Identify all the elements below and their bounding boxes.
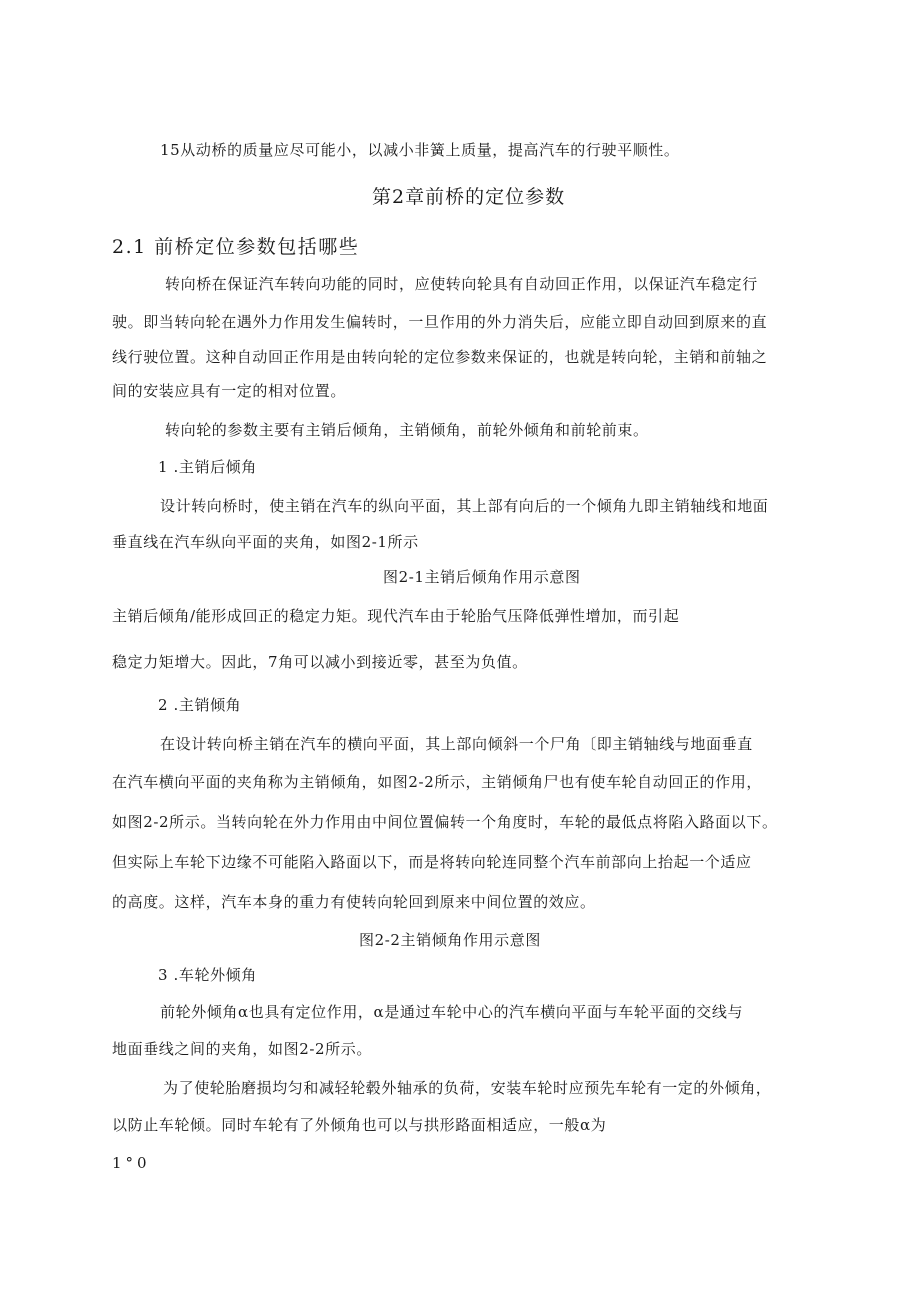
- chapter-title: 第2章前桥的定位参数: [372, 186, 566, 208]
- para2-text: 转向轮的参数主要有主销后倾角，主销倾角，前轮外倾角和前轮前束。: [165, 421, 649, 439]
- section-title: 2.1 前桥定位参数包括哪些: [112, 236, 360, 258]
- item1-after-line-1: 主销后倾角/能形成回正的稳定力矩。现代汽车由于轮胎气压降低弹性增加，而引起: [112, 607, 680, 625]
- item3-para-line-1: 为了使轮胎磨损均匀和减轻轮毂外轴承的负荷，安装车轮时应预先车轮有一定的外倾角，: [163, 1079, 772, 1097]
- item1-line-2: 垂直线在汽车纵向平面的夹角，如图2-1所示: [112, 533, 419, 551]
- item1-after-line-2: 稳定力矩增大。因此，7角可以减小到接近零，甚至为负值。: [112, 653, 528, 671]
- para1-line-3: 线行驶位置。这种自动回正作用是由转向轮的定位参数来保证的，也就是转向轮，主销和前轴之: [112, 348, 768, 366]
- item2-line-4: 但实际上车轮下边缘不可能陷入路面以下，而是将转向轮连同整个汽车前部向上抬起一个适应: [112, 853, 752, 871]
- item3-para-line-2: 以防止车轮倾。同时车轮有了外倾角也可以与拱形路面相适应，一般α为: [112, 1116, 607, 1134]
- item2-line-2: 在汽车横向平面的夹角称为主销倾角，如图2-2所示，主销倾角尸也有使车轮自动回正的作用，: [112, 773, 762, 791]
- item1-heading: 1 .主销后倾角: [158, 458, 257, 476]
- item3-line-2: 地面垂线之间的夹角，如图2-2所示。: [112, 1040, 372, 1058]
- camber-value: 1°0: [112, 1154, 151, 1172]
- item2-line-3: 如图2-2所示。当转向轮在外力作用由中间位置偏转一个角度时，车轮的最低点将陷入路面以下。: [112, 813, 778, 831]
- intro-item-text: 15从动桥的质量应尽可能小，以减小非簧上质量，提高汽车的行驶平顺性。: [160, 141, 680, 159]
- item2-heading: 2 .主销倾角: [158, 696, 242, 714]
- figure-caption-2-2: 图2-2主销倾角作用示意图: [359, 931, 541, 949]
- para1-line-1: 转向桥在保证汽车转向功能的同时，应使转向轮具有自动回正作用，以保证汽车稳定行: [165, 275, 758, 293]
- item2-line-1: 在设计转向桥主销在汽车的横向平面，其上部向倾斜一个尸角〔即主销轴线与地面垂直: [160, 735, 753, 753]
- para1-line-4: 间的安装应具有一定的相对位置。: [112, 382, 347, 400]
- para1-line-2: 驶。即当转向轮在遇外力作用发生偏转时，一旦作用的外力消失后，应能立即自动回到原来的直: [112, 313, 768, 331]
- item3-heading: 3 .车轮外倾角: [158, 966, 257, 984]
- item1-line-1: 设计转向桥时，使主销在汽车的纵向平面，其上部有向后的一个倾角九即主销轴线和地面: [160, 497, 769, 515]
- figure-caption-2-1: 图2-1主销后倾角作用示意图: [383, 568, 581, 586]
- item2-line-5: 的高度。这样，汽车本身的重力有使转向轮回到原来中间位置的效应。: [112, 893, 596, 911]
- item3-line-1: 前轮外倾角α也具有定位作用，α是通过车轮中心的汽车横向平面与车轮平面的交线与: [160, 1003, 744, 1021]
